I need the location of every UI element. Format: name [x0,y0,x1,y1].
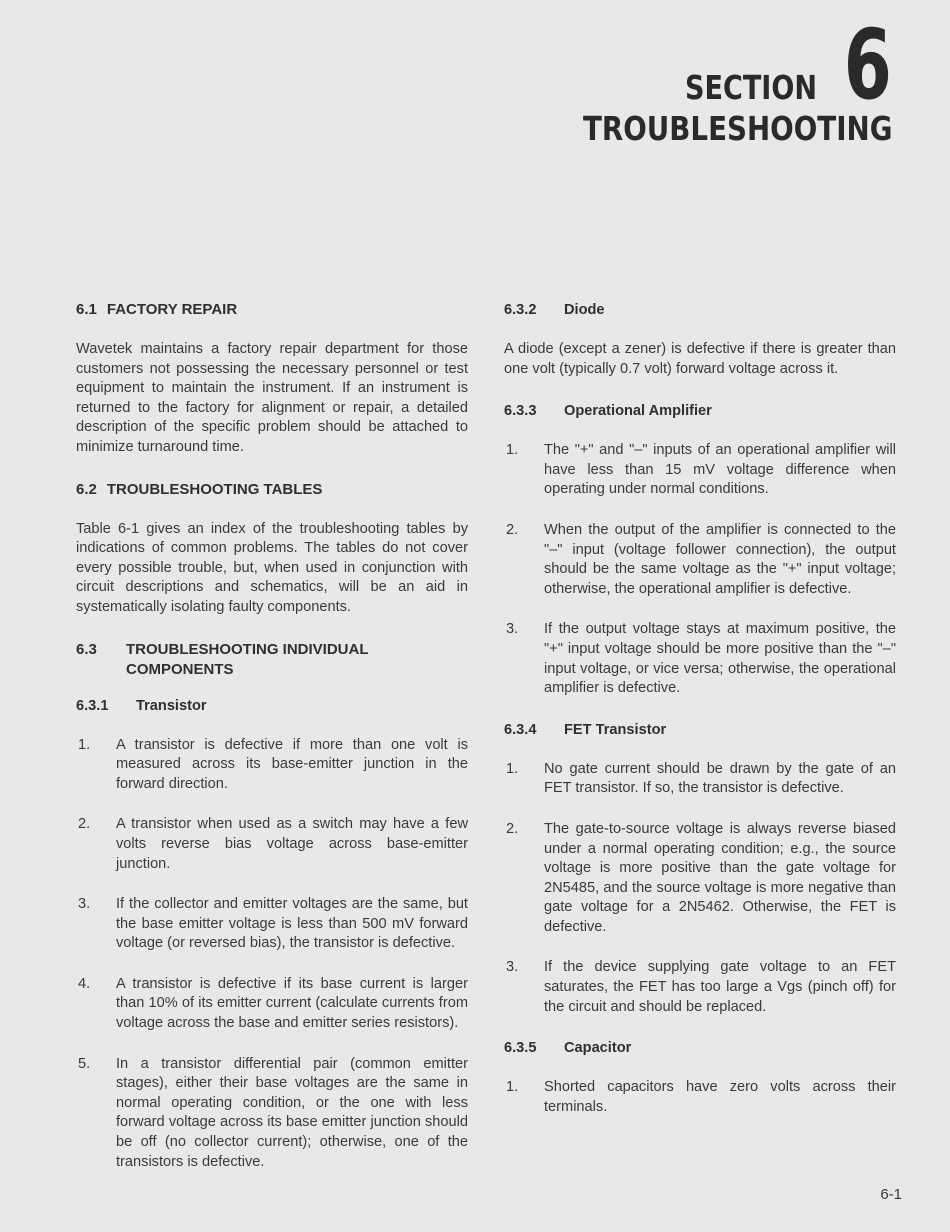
section-title: TROUBLESHOOTING [582,109,892,149]
section-number: 6 [843,9,892,121]
heading-6-3-5: 6.3.5 Capacitor [504,1040,632,1057]
right-column [504,300,896,1138]
list-item: 4. A transistor is defective if its base current is larger than 10% of its emitter current (calculate currents from voltage across the base and emitter series resistors). [78,975,468,1032]
heading-6-3: 6.3 TROUBLESHOOTING INDIVIDUAL COMPONENTS [76,640,369,678]
list-item: 1. No gate current should be drawn by the gate of an FET transistor. If so, the transistor is defective. [506,760,896,797]
list-item: 3. If the output voltage stays at maximum positive, the "+" input voltage should be more positive than the "–" input voltage, or vice versa; otherwise, the operational amplifier is defective. [506,621,896,697]
list-item: 2. When the output of the amplifier is connected to the "–" input (voltage follower connection), the output should be the same voltage as the "+" input voltage; otherwise, the operational amplifier is defective. [506,521,896,597]
fet-list [504,760,896,1018]
capacitor-list [504,1078,896,1117]
heading-6-3-1: 6.3.1 Transistor [76,697,207,714]
left-column [76,300,468,1193]
section-word: SECTION [685,68,818,108]
section-label [524,9,892,121]
page-number: 6-1 [880,1186,902,1203]
list-item: 3. If the device supplying gate voltage to an FET saturates, the FET has too large a Vgs (pinch off) for the circuit and should be replaced. [506,959,896,1015]
heading-6-3-3: 6.3.3 Operational Amplifier [504,403,712,420]
list-item: 1. The "+" and "–" inputs of an operational amplifier will have less than 15 mV voltage difference when operating under normal conditions. [506,442,896,498]
list-item: 5. In a transistor differential pair (common emitter stages), either their base voltages are the same in normal operating condition, or the one with less forward voltage across its base emitter junction should be off (no collector current); otherwise, one of the transistors is defective. [78,1055,468,1170]
paragraph-troubleshooting-tables: Table 6-1 gives an index of the troubleshooting tables by indications of common problems. The tables do not cover every possible trouble, but, when used in conjunction with circuit descriptions and schematics, will be an aid in systematically isolating faulty components. [76,520,468,615]
list-item: 3. If the collector and emitter voltages are the same, but the base emitter voltage is less than 500 mV forward voltage (or reversed bias), the transistor is defective. [78,896,468,952]
heading-6-1: 6.1 FACTORY REPAIR [76,301,238,318]
heading-6-3-2: 6.3.2 Diode [504,302,605,318]
heading-6-3-4: 6.3.4 FET Transistor [504,721,667,738]
op-amp-list [504,441,896,699]
paragraph-diode: A diode (except a zener) is defective if there is greater than one volt (typically 0.7 volt) forward voltage across it. [504,341,896,377]
list-item: 2. A transistor when used as a switch may have a few volts reverse bias voltage across base-emitter junction. [78,816,468,872]
section-header [524,9,892,149]
paragraph-factory-repair: Wavetek maintains a factory repair department for those customers not possessing the necessary personnel or test equipment to maintain the instrument. If an instrument is returned to the factory for alignment or repair, a detailed description of the specific problem should be attached to minimize turnaround time. [76,341,468,455]
transistor-list [76,736,468,1173]
list-item: 2. The gate-to-source voltage is always reverse biased under a normal operating condition; e.g., the source voltage is more positive than the gate voltage for 2N5485, and the source voltage is more negative than gate voltage for a 2N5462. Otherwise, the FET is defective. [506,820,896,935]
list-item: 1. A transistor is defective if more than one volt is measured across its base-emitter junction in the forward direction. [78,736,468,792]
list-item: 1. Shorted capacitors have zero volts across their terminals. [506,1079,896,1115]
heading-6-2: 6.2 TROUBLESHOOTING TABLES [76,480,323,498]
